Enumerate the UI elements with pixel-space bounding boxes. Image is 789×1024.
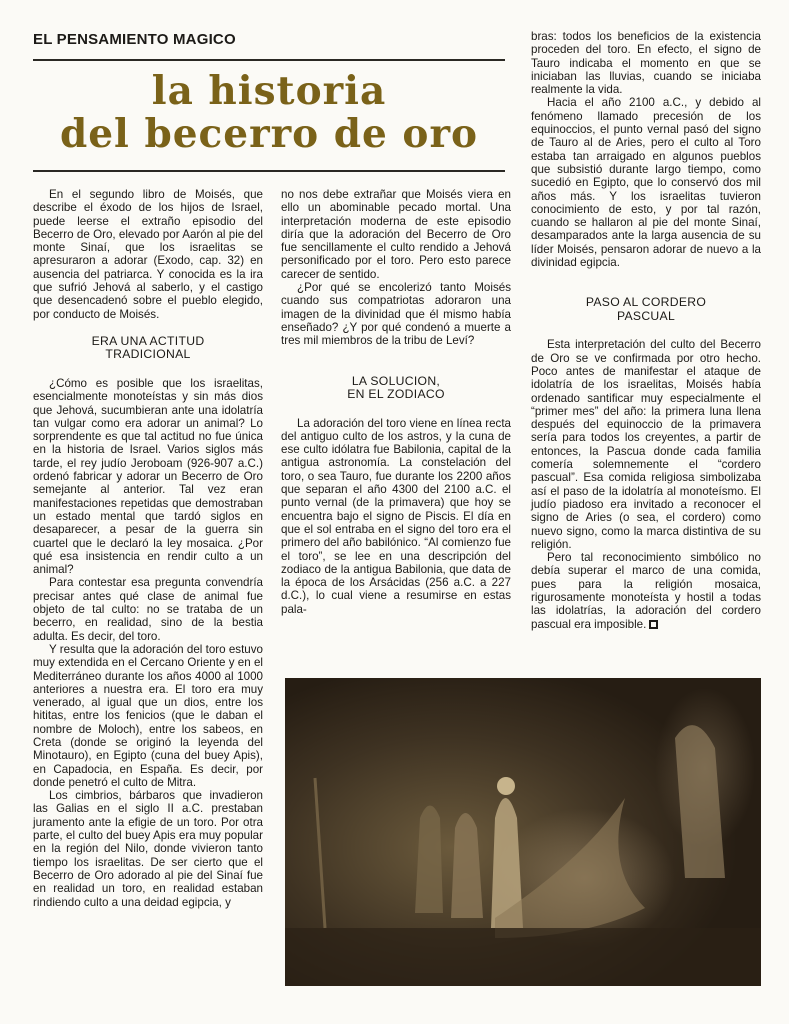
paragraph: ¿Cómo es posible que los israelitas, esencialmente monoteístas y sin más dios que Jehová, sucumbieran ante una idolatría tan vulgar como era adorar un animal? Lo sorprendente es que tal actitud no fue única en la historia de Israel. Varios siglos más tarde, el rey judío Jeroboam (926-907 a.C.) ordenó fabricar y adorar un Becerro de Oro semejante al anterior. Tal vez eran manifestaciones repetidas que demostraban un estado mental que tardó siglos en desaparecer, a pesar de la guerra sin cuartel que le declaró la ley mosaica. ¿Por qué esa insistencia en rendir culto a un animal? (33, 376, 263, 577)
sepia-painting-worshippers-image (285, 678, 761, 986)
subheading (531, 296, 761, 323)
subheading-line: EN EL ZODIACO (347, 387, 445, 402)
paragraph: Los cimbrios, bárbaros que invadieron las Galias en el siglo II a.C. prestaban juramento ante la efigie de un toro. Por otra parte, el culto del buey Apis era muy popular en la región del Nilo, donde vivieron tanto tiempo los israelitas. De ser cierto que el Becerro de Oro adorado al pie del Sinaí fue en realidad un toro, en realidad estaban rindiendo culto a una deidad egipcia, y (33, 789, 263, 909)
paragraph: bras: todos los beneficios de la existencia proceden del toro. En efecto, el signo de Tauro indicaba el momento en que se iniciaban las lluvias, cuando se iniciaba realmente la vida. (531, 30, 761, 97)
subheading-line: ERA UNA ACTITUD (91, 333, 205, 348)
figure-head (497, 777, 515, 795)
subheading-line: TRADICIONAL (105, 347, 191, 362)
paragraph: Esta interpretación del culto del Becerro de Oro se ve confirmada por otro hecho. Poco antes de manifestar el ataque de idolatría de los israelitas, Moisés había ordenado santificar muy especialmente el “primer mes” del año: la primera luna llena después del equinoccio de la primavera sería para todos los creyentes, a partir de entonces, la Pascua donde cada familia comería solemnemente el “cordero pascual”. Esa comida religiosa simbolizaba así el paso de la idolatría al monoteísmo. El judío piadoso era invitado a reconocer el signo de Aries (o sea, el cordero) como nuevo signo, como la marca distintiva de su religión. (531, 338, 761, 551)
paragraph: Hacia el año 2100 a.C., y debido al fenómeno llamado precesión de los equinoccios, el punto vernal pasó del signo de Tauro al de Aries, pero el culto al Toro estaba tan arraigado en algunos pueblos que subsistió durante largo tiempo, como sucedió en Egipto, que lo conservó dos mil años más. Y los israelitas tuvieron conocimiento de esto, y por tal razón, cuando se hallaron al pie del monte Sinaí, desamparados ante la larga ausencia de su líder Moisés, pensaron adorar de nuevo a la divinidad egipcia. (531, 96, 761, 270)
end-mark-icon (649, 620, 658, 629)
paragraph: ¿Por qué se encolerizó tanto Moisés cuando sus compatriotas adoraron una imagen de la divinidad que él mismo había enseñado? ¿Y por qué condenó a muerte a tres mil miembros de la tribu de Leví? (281, 281, 511, 348)
painting-svg (285, 678, 761, 986)
subheading (281, 375, 511, 402)
column-2 (281, 188, 511, 616)
column-3 (531, 30, 761, 631)
title-line-2: del becerro de oro (59, 111, 479, 157)
subheading-line: PASCUAL (616, 308, 676, 323)
paragraph: La adoración del toro viene en línea recta del antiguo culto de los astros, y la cuna de ese culto idólatra fue Babilonia, capital de la antigua astronomía. La constelación del toro, o sea Tauro, fue durante los 2200 años que separan el año 4300 del 2100 a.C. el punto vernal (de la primavera) que hoy se encuentra bajo el signo de Piscis. El día en que el sol entraba en el signo del toro era el primero del año babilónico. “Al comienzo fue el toro”, se lee en una descripción del zodiaco de la antigua Babilonia, que data de la época de los Arsácidas (256 a.C. a 227 d.C.), lo cual viene a resumirse en estas pala- (281, 416, 511, 616)
subheading (33, 335, 263, 362)
paragraph: Para contestar esa pregunta convendría precisar antes qué clase de animal fue objeto de tal culto: no se trataba de un becerro, en realidad, sino de la bestia adulta. Es decir, del toro. (33, 576, 263, 643)
paragraph-text: Pero tal reconocimiento simbólico no debía superar el marco de una comida, pues para la religión mosaica, rigurosamente monoteísta y hostil a todas las idolatrías, la adoración del cordero pascual era imposible. (531, 551, 761, 631)
subheading-line: PASO AL CORDERO (585, 295, 707, 310)
paragraph: no nos debe extrañar que Moisés viera en ello un abominable pecado mortal. Una interpretación moderna de este episodio diría que la adoración del Becerro de Oro fue sencillamente el culto rendido a Jehová personificado por el toro. Pero esto parece carecer de sentido. (281, 188, 511, 281)
paragraph: En el segundo libro de Moisés, que describe el éxodo de los hijos de Israel, puede leerse el extraño episodio del Becerro de Oro, elevado por Aarón al pie del monte Sinaí, que los israelitas se apresuraron a adorar (Exodo, cap. 32) en ausencia del patriarca. Y conocida es la ira que sufrió Jehová al saberlo, y el castigo que desencadenó sobre el pueblo elegido, por conducto de Moisés. (33, 188, 263, 321)
ground (285, 928, 761, 986)
title-divider (33, 170, 505, 172)
paragraph: Y resulta que la adoración del toro estuvo muy extendida en el Cercano Oriente y en el Mediterráneo durante los años 4000 al 1000 anteriores a nuestra era. El toro era muy venerado, al igual que un dios, entre los hititas, entre los fenicios (que le daban el nombre de Moloch), entre los sabeos, en Creta (donde se originó la leyenda del Minotauro), en Egipto (cuna del buey Apis), en Capadocia, en España. Es decir, por donde penetró el culto de Mitra. (33, 642, 263, 789)
top-divider (33, 59, 505, 61)
section-label: EL PENSAMIENTO MAGICO (33, 31, 236, 48)
title-line-1: la historia (151, 68, 387, 114)
column-1 (33, 188, 263, 909)
article-title (33, 70, 505, 156)
subheading-line: LA SOLUCION, (351, 373, 441, 388)
paragraph-last (531, 551, 761, 631)
